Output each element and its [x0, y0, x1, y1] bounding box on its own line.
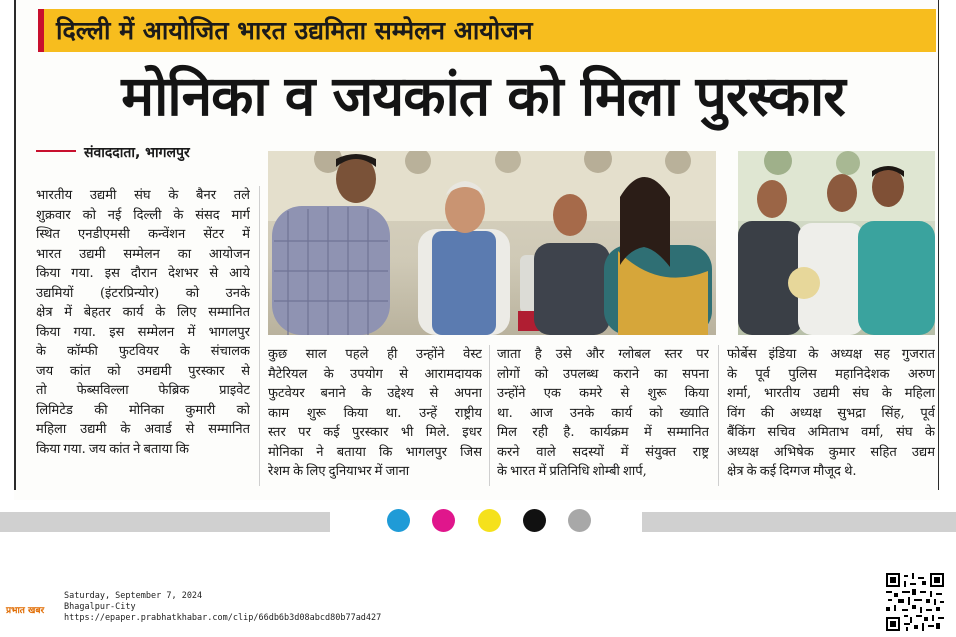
registration-mark-black — [523, 509, 546, 532]
text-line: तो फेब्सविल्ला फेब्रिक प्राइवेट — [36, 383, 250, 398]
clip-edition: Bhagalpur-City — [64, 602, 136, 612]
column-divider — [489, 345, 490, 486]
clip-url[interactable]: https://epaper.prabhatkhabar.com/clip/66db6b3d08abcd80b77ad427 — [64, 613, 382, 623]
text-line: करने वाले सदस्यों में संयुक्त राष्ट्र — [497, 444, 709, 460]
text-line: स्थित एनडीएमसी कन्वेंशन सेंटर में — [36, 227, 250, 242]
text-line: जाता है उसे और ग्लोबल स्तर पर — [497, 347, 709, 362]
text-line: के भारत में प्रतिनिधि शोम्बी शार्प, — [497, 464, 647, 479]
text-line: था. आज उनके कार्य को ख्याति — [497, 405, 709, 421]
text-line: काम शुरू किया था. उन्हें राष्ट्रीय — [268, 405, 482, 421]
text-line: जय कांत को उमद्यमी पुरस्कार से — [36, 363, 250, 379]
felicitation-illustration — [738, 151, 935, 335]
text-line: मैटेरियल के उपयोग से आरामदायक — [268, 366, 482, 382]
text-line: किया गया. इस दौरान देशभर से आये — [36, 266, 250, 281]
text-line: शुक्रवार को नई दिल्ली के संसद मार्ग — [36, 207, 250, 223]
byline: संवाददाता, भागलपुर — [84, 145, 190, 161]
felicitation-photo — [738, 151, 935, 335]
article-column-4 — [727, 345, 935, 482]
text-line: भारत उद्यमी सम्मेलन का आयोजन — [36, 246, 250, 262]
text-line: उन्होंने एक कमरे से शुरू किया — [497, 386, 709, 401]
byline-accent — [36, 150, 76, 152]
text-line: के पूर्व पुलिस महानिदेशक अरुण — [727, 366, 935, 382]
registration-mark-yellow — [478, 509, 501, 532]
column-divider — [259, 186, 260, 486]
print-band-left — [0, 512, 330, 532]
text-line: फोर्बेस इंडिया के अध्यक्ष सह गुजरात — [727, 347, 935, 362]
text-line: उद्यमियों (इंटरप्रिन्योर) को उनके — [36, 285, 250, 301]
article-column-1 — [36, 186, 250, 459]
headline: मोनिका व जयकांत को मिला पुरस्कार — [121, 64, 845, 128]
text-line: किया गया. जय कांत ने बताया कि — [36, 441, 190, 457]
registration-mark-magenta — [432, 509, 455, 532]
article-column-3 — [497, 345, 709, 482]
clip-date: Saturday, September 7, 2024 — [64, 591, 203, 601]
kicker-text: दिल्ली में आयोजित भारत उद्यमिता सम्मेलन आयोजन — [56, 16, 533, 45]
text-line: लोगों को उपलब्ध कराने का सपना — [497, 366, 709, 382]
logo-text: प्रभात खबर — [6, 606, 45, 616]
award-ceremony-photo — [268, 151, 716, 335]
text-line: भारतीय उद्यमी संघ के बैनर तले — [36, 188, 250, 203]
text-line: बैंकिंग सचिव अमिताभ वर्मा, संघ के — [727, 425, 935, 440]
text-line: रेशम के लिए दुनियाभर में जाना — [268, 464, 410, 479]
text-line: के कॉम्फी फुटवियर के संचालक — [36, 344, 250, 359]
qr-code[interactable] — [886, 573, 944, 631]
text-line: मोनिका ने बताया कि भागलपुर जिस — [268, 444, 482, 460]
text-line: क्षेत्र में बेहतर कार्य के लिए सम्मानित — [36, 305, 250, 320]
text-line: मिल रही है. कार्यक्रम में सम्मानित — [497, 425, 709, 440]
registration-mark-cyan — [387, 509, 410, 532]
award-ceremony-illustration — [268, 151, 716, 335]
article-column-2 — [268, 345, 482, 482]
text-line: किया गया. इस सम्मेलन में भागलपुर — [36, 324, 250, 340]
clip-border-right — [938, 0, 939, 490]
registration-mark-gray — [568, 509, 591, 532]
text-line: कुछ साल पहले ही उन्होंने वेस्ट — [268, 347, 482, 362]
column-divider — [718, 345, 719, 486]
text-line: लिमिटेड की मोनिका कुमारी को — [36, 402, 250, 418]
clip-border-left — [14, 0, 16, 490]
text-line: स्तर पर कई पुरस्कार भी मिले. इधर — [268, 425, 482, 440]
print-band-right — [642, 512, 956, 532]
qr-code-graphic — [886, 573, 944, 631]
clip-meta — [64, 591, 381, 624]
kicker-accent — [38, 9, 44, 52]
text-line: शर्मा, भारतीय उद्यमी संघ के महिला — [727, 386, 935, 401]
text-line: अध्यक्ष अभिषेक कुमार सहित उद्यम — [727, 444, 935, 460]
text-line: क्षेत्र के कई दिग्गज मौजूद थे. — [727, 464, 857, 479]
text-line: महिला उद्यमी के अवार्ड से सम्मानित — [36, 422, 250, 437]
publisher-logo — [6, 603, 44, 616]
text-line: फुटवेयर बनाने के उद्देश्य से अपना — [268, 386, 482, 401]
text-line: विंग की अध्यक्ष सुभद्रा सिंह, पूर्व — [727, 405, 935, 421]
